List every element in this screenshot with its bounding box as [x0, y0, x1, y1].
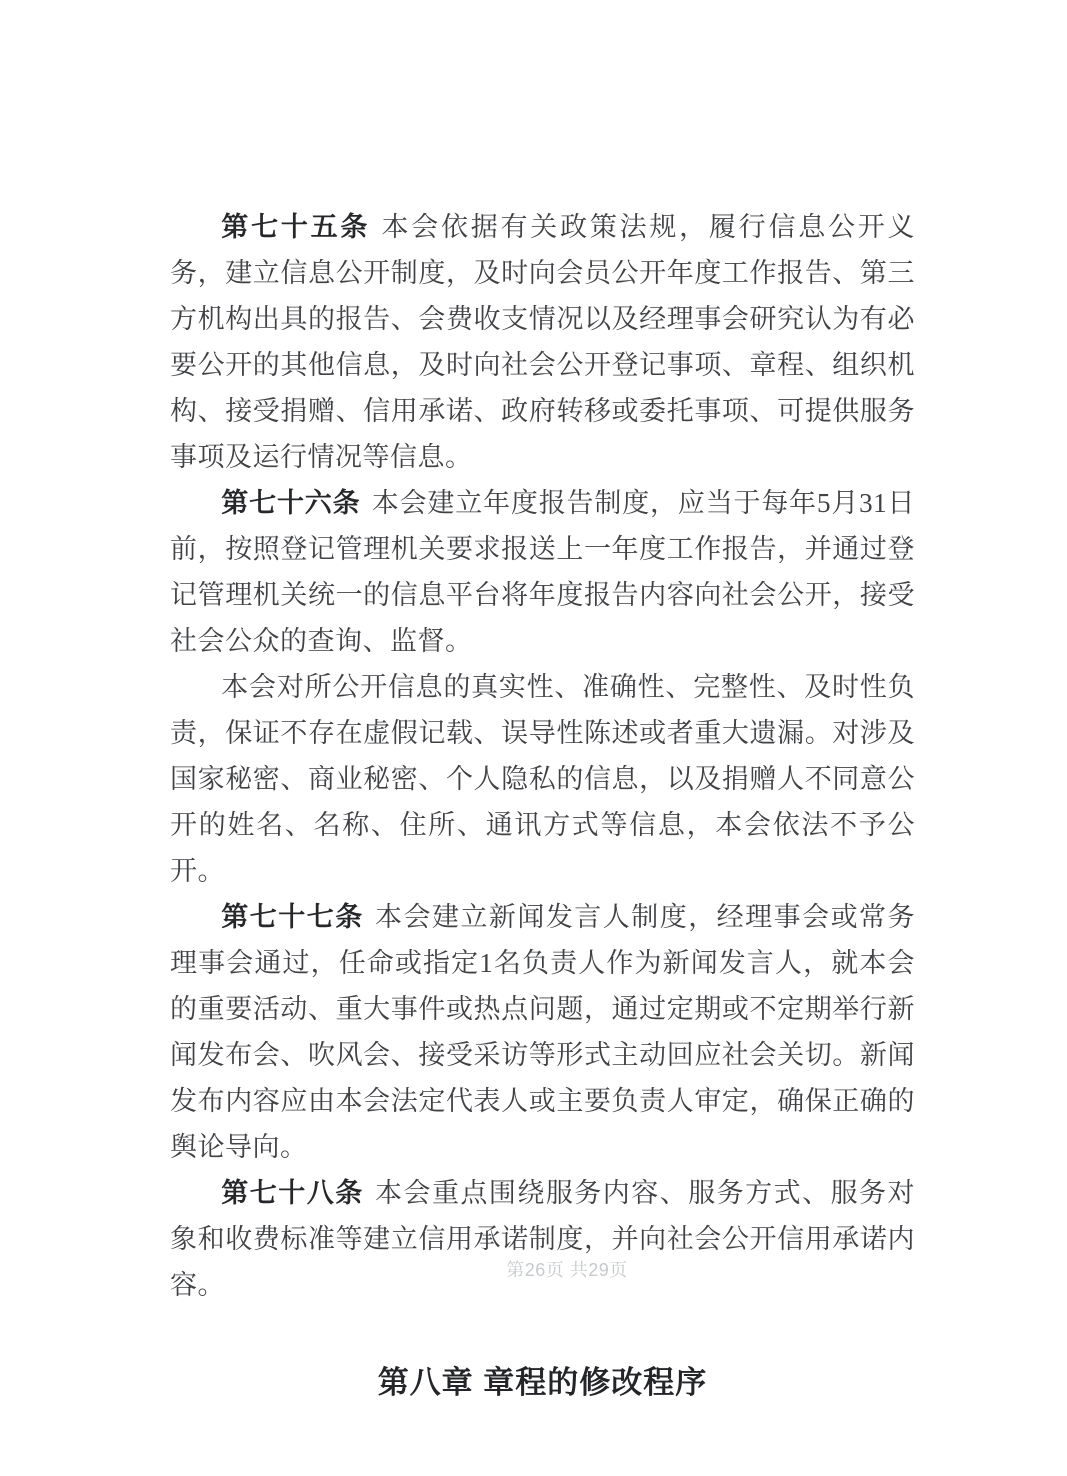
- paragraph-article-76: [170, 480, 915, 664]
- document-body: [170, 204, 915, 1406]
- paragraph-text: 本会建立新闻发言人制度，经理事会或常务理事会通过，任命或指定1名负责人作为新闻发言人，就本会的重要活动、重大事件或热点问题，通过定期或不定期举行新闻发布会、吹风会、接受采访等形式主动回应社会关切。新闻发布内容应由本会法定代表人或主要负责人审定，确保正确的舆论导向。: [170, 902, 916, 1162]
- chapter-heading: 第八章 章程的修改程序: [377, 1365, 708, 1400]
- paragraph-text: 本会依据有关政策法规，履行信息公开义务，建立信息公开制度，及时向会员公开年度工作报告、第三方机构出具的报告、会费收支情况以及经理事会研究认为有必要公开的其他信息，及时向社会公开登记事项、章程、组织机构、接受捐赠、信用承诺、政府转移或委托事项、可提供服务事项及运行情况等信息。: [170, 212, 916, 472]
- paragraph-text: 本会对所公开信息的真实性、准确性、完整性、及时性负责，保证不存在虚假记载、误导性陈述或者重大遗漏。对涉及国家秘密、商业秘密、个人隐私的信息，以及捐赠人不同意公开的姓名、名称、住所、通讯方式等信息，本会依法不予公开。: [170, 672, 915, 886]
- paragraph-article-77: [170, 894, 915, 1170]
- paragraph-disclosure-responsibility: [170, 664, 915, 894]
- article-number: 第七十八条: [221, 1178, 364, 1208]
- article-number: 第七十七条: [221, 902, 364, 932]
- paragraph-text: 本会重点围绕服务内容、服务方式、服务对象和收费标准等建立信用承诺制度，并向社会公开信用承诺内容。: [170, 1178, 916, 1300]
- paragraph-text: 本会建立年度报告制度，应当于每年5月31日前，按照登记管理机关要求报送上一年度工作报告，并通过登记管理机关统一的信息平台将年度报告内容向社会公开，接受社会公众的查询、监督。: [170, 488, 915, 656]
- article-number: 第七十五条: [221, 212, 371, 242]
- paragraph-article-78: [170, 1170, 915, 1308]
- paragraph-article-75: [170, 204, 915, 480]
- article-number: 第七十六条: [221, 488, 361, 518]
- page-number: 第26页 共29页: [506, 1260, 628, 1280]
